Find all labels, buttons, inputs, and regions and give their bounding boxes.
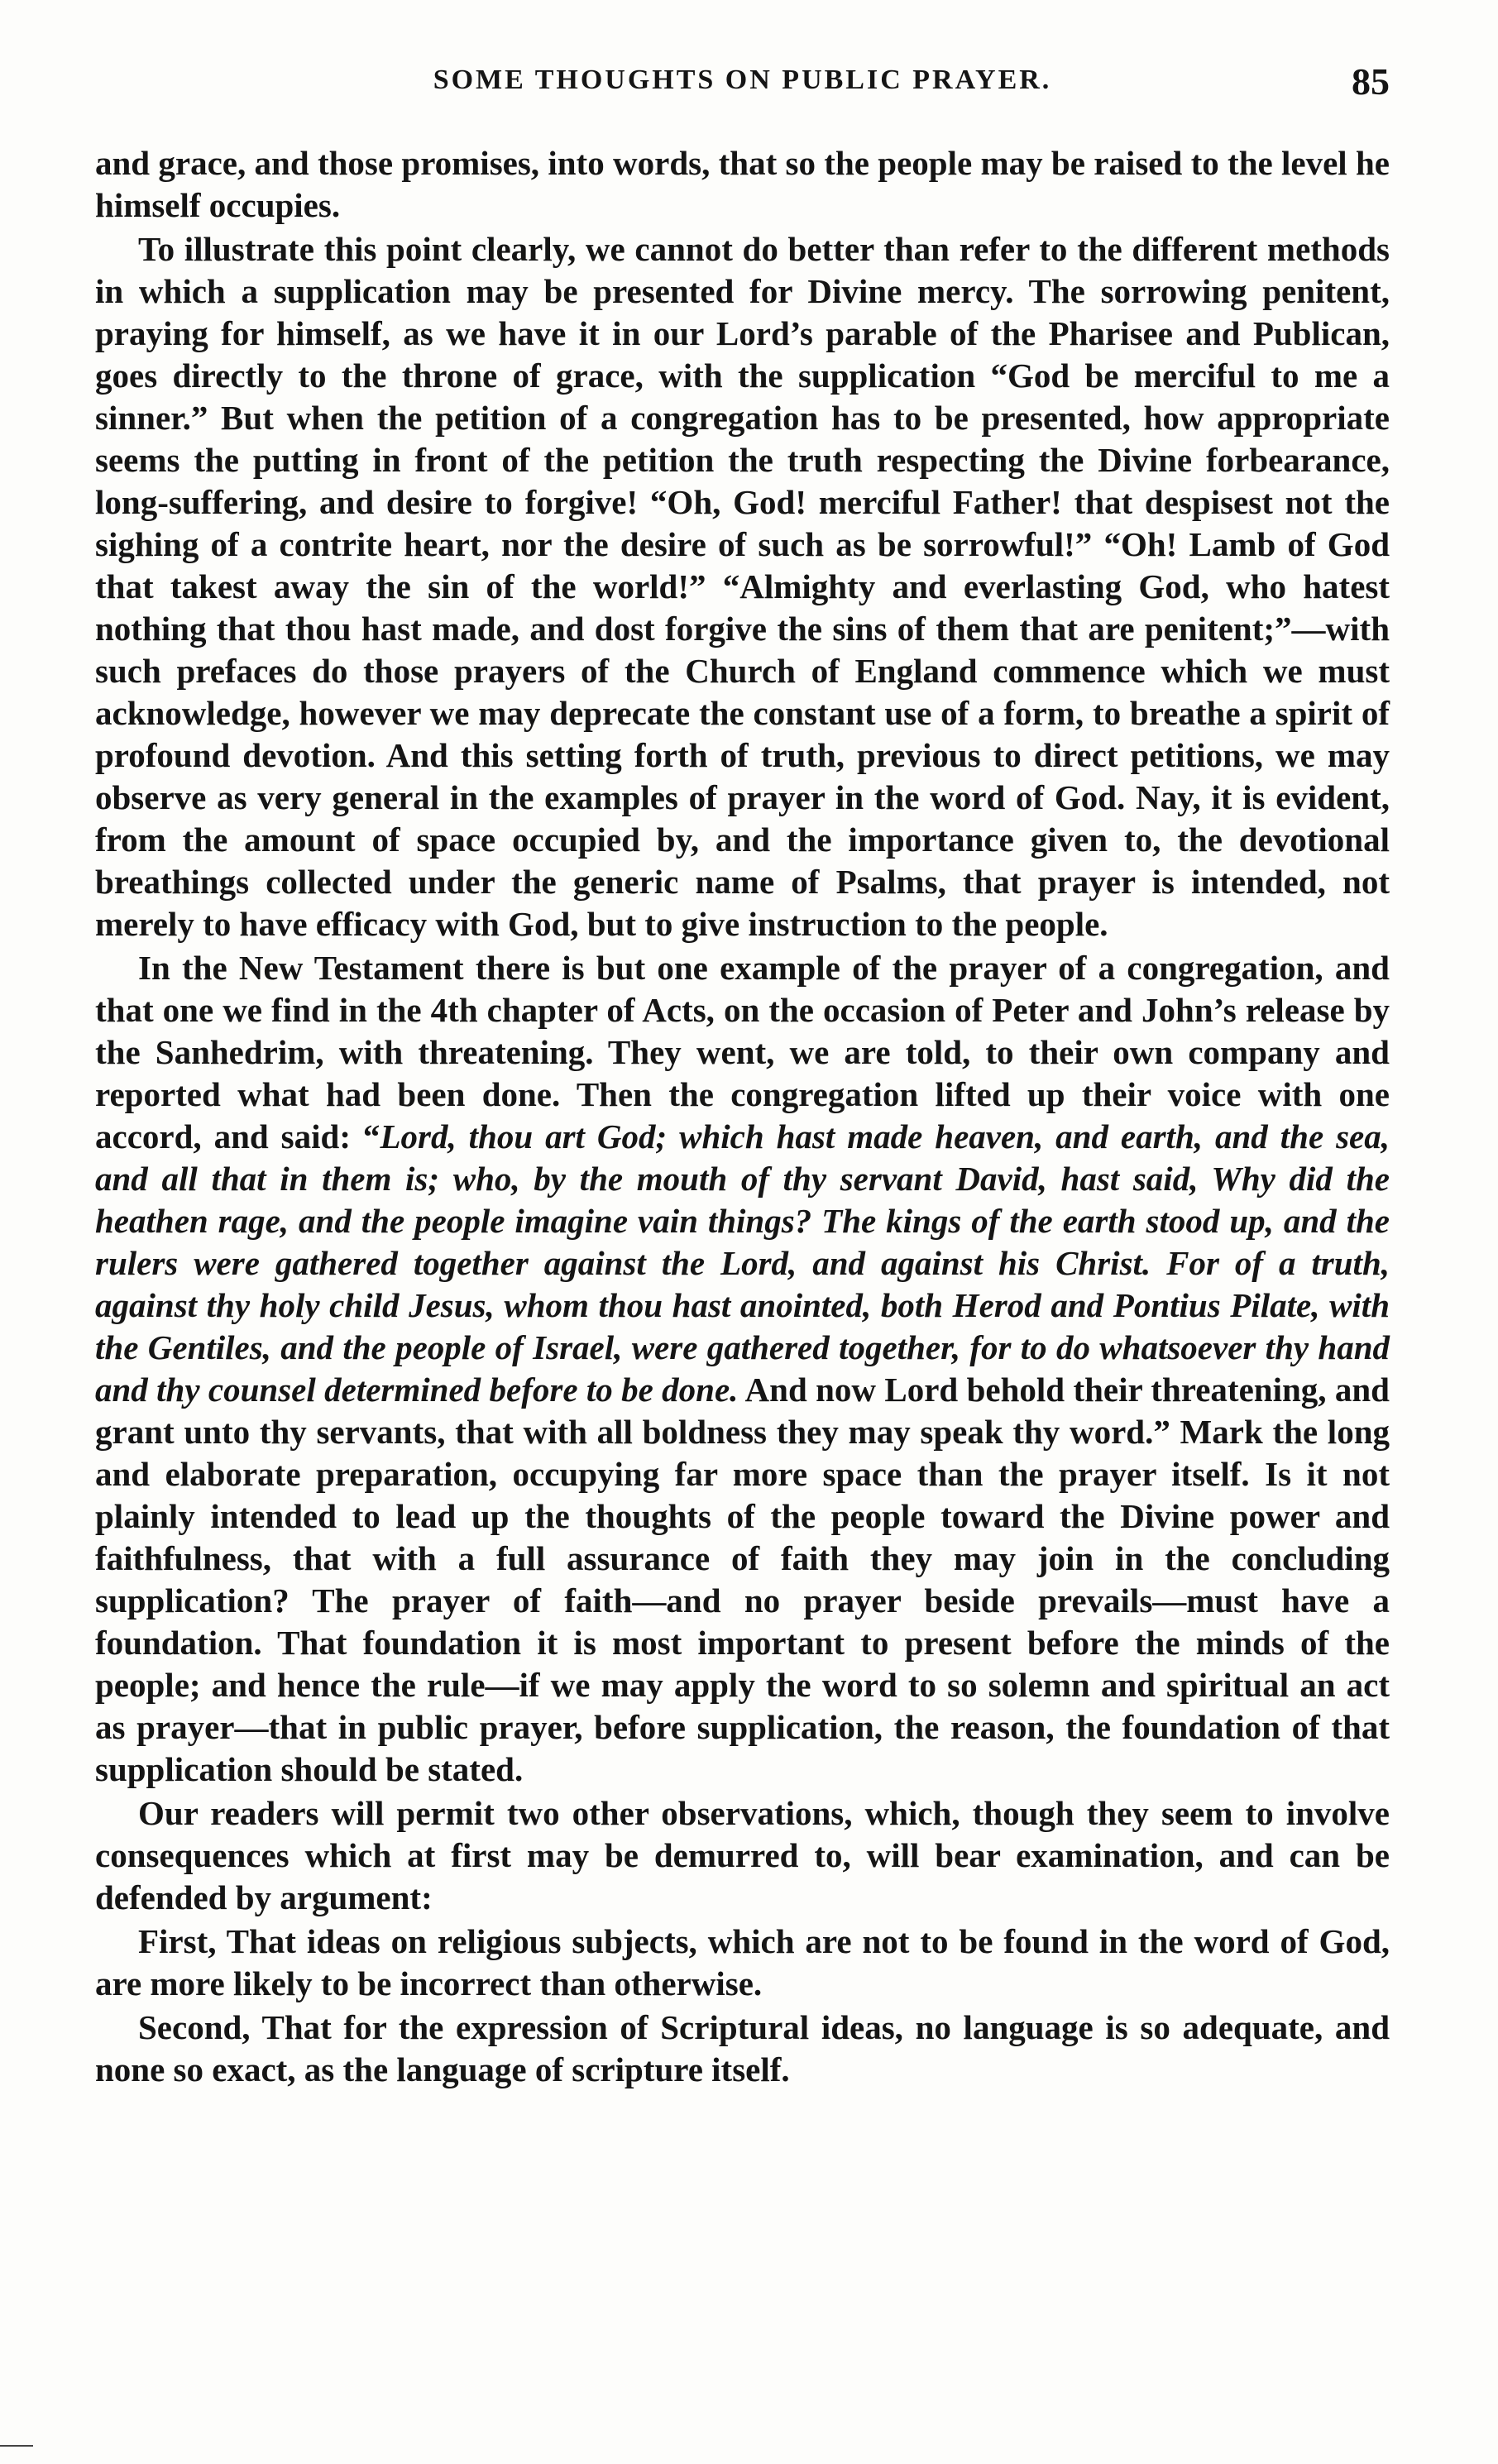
bottom-rule — [0, 2445, 33, 2447]
paragraph-remaining-text: And now Lord behold their threatening, and grant unto thy servants, that with all boldness they may speak thy word.” Mark the long and elaborate preparation, occupying far more space than the prayer itself. Is it not plainly intended to lead up the thoughts of the people toward the Divine power and faithfulness, that with a full assurance of faith they may join in the concluding supplication? The prayer of faith—and no prayer beside prevails—must have a foundation. That foundation it is most important to present before the minds of the people; and hence the rule—if we may apply the word to so solemn and spiritual an act as prayer—that in public prayer, before supplication, the reason, the foundation of that supplication should be stated. — [95, 1371, 1390, 1788]
paragraph-two-observations: Our readers will permit two other observations, which, though they seem to involve consequences which at first may be demurred to, will bear examination, and can be defended by argument: — [95, 1794, 1390, 1916]
body-text — [95, 142, 1390, 2093]
scripture-quotation: Lord, thou art God; which hast made heaven, and earth, and the sea, and all that in them is; who, by the mouth of thy servant David, hast said, Why did the heathen rage, and the people imagine vain things? The kings of the earth stood up, and the rulers were gathered together against the Lord, and against his Christ. For of a truth, against thy holy child Jesus, whom thou hast anointed, both Herod and Pontius Pilate, with the Gentiles, and the people of Israel, were gathered together, for to do whatsoever thy hand and thy counsel determined before to be done. — [95, 1117, 1390, 1409]
paragraph-new-testament-example — [95, 947, 1390, 1791]
paragraph-first-observation: First, That ideas on religious subjects, which are not to be found in the word of God, are more likely to be incorrect than otherwise. — [95, 1922, 1390, 2002]
page-number: 85 — [1352, 60, 1390, 103]
running-title: SOME THOUGHTS ON PUBLIC PRAYER. — [433, 65, 1052, 95]
paragraph-intro-text: In the New Testament there is but one example of the prayer of a congregation, and that one we find in the 4th chapter of Acts, on the occasion of Peter and John’s release by the Sanhedrim, with threatening. They went, we are told, to their own company and reported what had been done. Then the congregation lifted up their voice with one accord, and said: “ — [95, 949, 1390, 1155]
running-head — [95, 60, 1390, 114]
paragraph-second-observation: Second, That for the expression of Scriptural ideas, no language is so adequate, and none so exact, as the language of scripture itself. — [95, 2008, 1390, 2088]
paragraph-continuation: and grace, and those promises, into words, that so the people may be raised to the level he himself occupies. — [95, 144, 1390, 224]
paragraph-methods-of-supplication: To illustrate this point clearly, we cannot do better than refer to the different methods in which a supplication may be presented for Divine mercy. The sorrowing penitent, praying for himself, as we have it in our Lord’s parable of the Pharisee and Publican, goes directly to the throne of grace, with the supplication “God be merciful to me a sinner.” But when the petition of a congregation has to be presented, how appropriate seems the putting in front of the petition the truth respecting the Divine forbearance, long-suffering, and desire to forgive! “Oh, God! merciful Father! that despisest not the sighing of a contrite heart, nor the desire of such as be sorrowful!” “Oh! Lamb of God that takest away the sin of the world!” “Almighty and everlasting God, who hatest nothing that thou hast made, and dost forgive the sins of them that are penitent;”—with such prefaces do those prayers of the Church of England commence which we must acknowledge, however we may deprecate the constant use of a form, to breathe a spirit of profound devotion. And this setting forth of truth, previous to direct petitions, we may observe as very general in the examples of prayer in the word of God. Nay, it is evident, from the amount of space occupied by, and the importance given to, the devotional breathings collected under the generic name of Psalms, that prayer is intended, not merely to have efficacy with God, but to give instruction to the people. — [95, 230, 1390, 943]
